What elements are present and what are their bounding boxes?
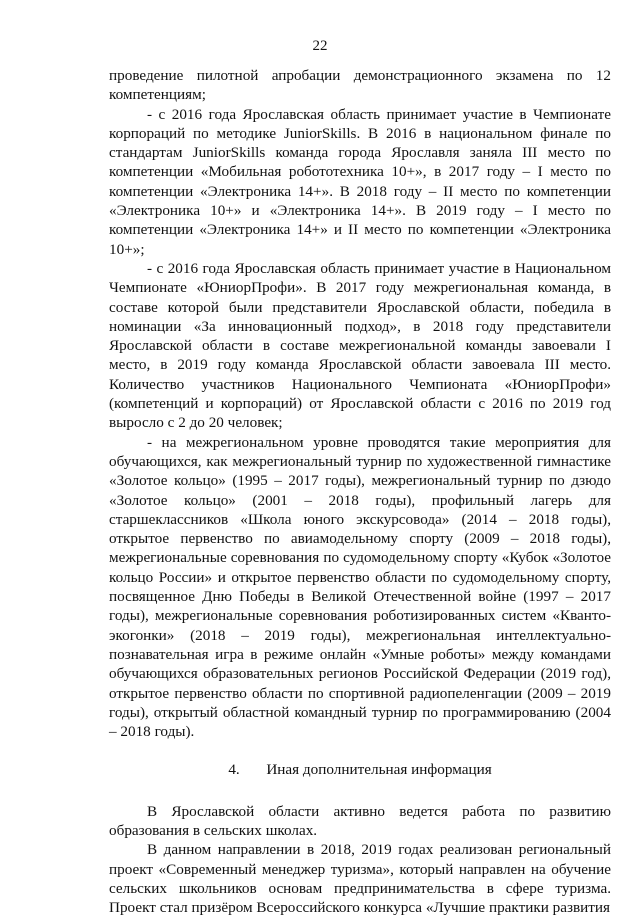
paragraph-tourism-manager-project: В данном направлении в 2018, 2019 годах реализован региональный проект «Современный менеджер туризма», который направлен на обучение сельских школьников основам предпринимательства в сфере туризма. Проект стал призёром Всероссийского конкурса «Лучшие практики развития (109, 841, 611, 917)
section-title: Иная дополнительная информация (266, 761, 492, 779)
page-number: 22 (312, 38, 328, 54)
section-heading (109, 760, 611, 779)
paragraph-juniorskills: - с 2016 года Ярославская область принимает участие в Чемпионате корпораций по методике JuniorSkills. В 2016 в национальном финале по стандартам JuniorSkills команда города Ярославля заняла III место по компетенции «Мобильная робототехника 10+», в 2017 году – I место по компетенции «Электроника 14+». В 2018 году – II место по компетенции «Электроника 10+» и «Электроника 14+». В 2019 году – I место по компетенции «Электроника 14+» и II место по компетенции «Электроника 10+»; (109, 105, 611, 258)
paragraph-juniorprofi: - с 2016 года Ярославская область принимает участие в Национальном Чемпионате «ЮниорПрофи». В 2017 году межрегиональная команда, в составе которой были представители Ярославской области, победила в номинации «За инновационный подход», в 2018 году представители Ярославской области в составе межрегиональной команды завоевали I место, в 2019 году команда Ярославской области завоевала III место. Количество участников Национального Чемпионата «ЮниорПрофи» (компетенций и корпораций) от Ярославской области с 2016 по 2019 год выросло с 2 до 20 человек; (109, 259, 611, 432)
paragraph-interregional-events: - на межрегиональном уровне проводятся такие мероприятия для обучающихся, как межрегиональный турнир по художественной гимнастике «Золотое кольцо» (1995 – 2017 годы), межрегиональный турнир по дзюдо «Золотое кольцо» (2001 – 2018 годы), профильный лагерь для старшеклассников «Школа юного экскурсовода» (2014 – 2018 годы), открытое первенство по авиамодельному спорту (2009 – 2018 годы), межрегиональные соревнования по судомодельному спорту «Кубок «Золотое кольцо России» и открытое первенство области по судомодельному спорту, посвященное Дню Победы в Великой Отечественной войне (1997 – 2017 годы), межрегиональные соревнования роботизированных систем «Кванто-экогонки» (2018 – 2019 годы), межрегиональная интеллектуально-познавательная игра в режиме онлайн «Умные роботы» между командами обучающихся образовательных регионов Российской Федерации (2019 год), открытое первенство области по спортивной радиопеленгации (2009 – 2019 годы), открытый областной командный турнир по программированию (2004 – 2018 годы). (109, 433, 611, 741)
section-number: 4. (228, 761, 240, 779)
paragraph-pilot-approbation: проведение пилотной апробации демонстрационного экзамена по 12 компетенциям; (109, 67, 611, 104)
document-body (109, 66, 611, 917)
paragraph-rural-schools: В Ярославской области активно ведется работа по развитию образования в сельских школах. (109, 802, 611, 839)
